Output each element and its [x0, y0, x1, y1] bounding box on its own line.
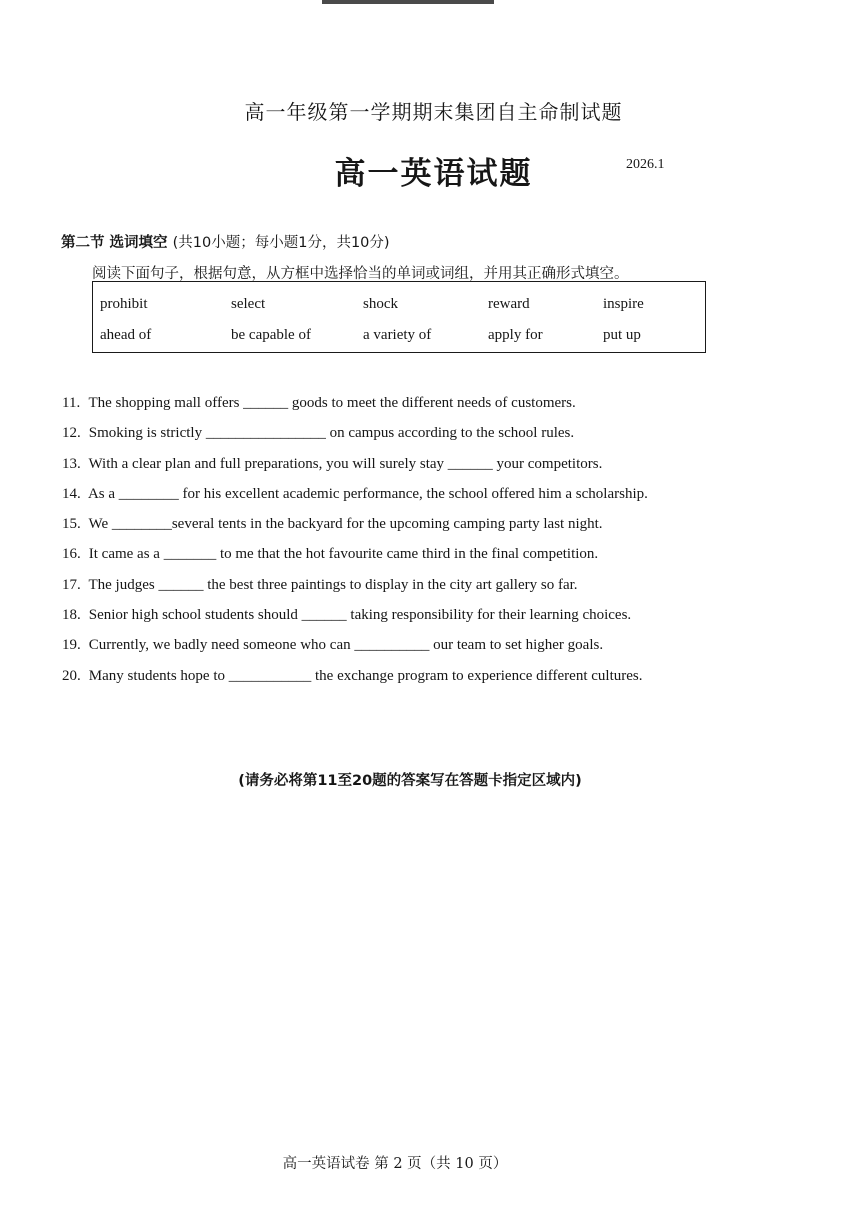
- question-number: 19.: [62, 637, 81, 654]
- word-option: apply for: [488, 327, 543, 343]
- question-number: 14.: [62, 485, 81, 502]
- word-option: shock: [363, 296, 398, 312]
- exam-title: 高一英语试题: [334, 156, 533, 192]
- question-number: 16.: [62, 546, 81, 563]
- question-text: With a clear plan and full preparations, you will surely stay ______ your competitors.: [88, 455, 603, 472]
- question-text: We ________several tents in the backyard for the upcoming camping party last night.: [88, 516, 603, 533]
- question-item: [62, 423, 762, 453]
- word-option: select: [231, 296, 266, 312]
- page-footer: 高一英语试卷 第 2 页（共 10 页）: [282, 1156, 508, 1172]
- question-text: As a ________ for his excellent academic performance, the school offered him a scholarship.: [87, 485, 648, 502]
- word-option: put up: [603, 327, 641, 343]
- question-number: 20.: [62, 667, 81, 684]
- question-item: [62, 544, 762, 574]
- question-item: [62, 514, 762, 544]
- question-number: 13.: [62, 455, 81, 472]
- question-text: Many students hope to ___________ the exchange program to experience different cultures.: [88, 667, 643, 684]
- section-heading-label: 第二节 选词填空: [61, 235, 168, 251]
- question-item: [62, 484, 762, 514]
- word-bank-box: [92, 281, 706, 353]
- section-heading-detail: (共10小题；每小题1分，共10分): [172, 235, 390, 251]
- exam-date: 2026.1: [626, 157, 665, 172]
- question-text: It came as a _______ to me that the hot favourite came third in the final competition.: [88, 546, 599, 563]
- word-option: reward: [488, 296, 530, 312]
- question-item: [62, 454, 762, 484]
- question-number: 17.: [62, 576, 81, 593]
- scan-edge-mark: [322, 0, 494, 4]
- question-text: Smoking is strictly ________________ on campus according to the school rules.: [88, 425, 575, 442]
- question-item: [62, 393, 762, 423]
- question-number: 18.: [62, 607, 81, 624]
- section-heading: [61, 231, 390, 252]
- word-option: inspire: [603, 296, 644, 312]
- question-text: Senior high school students should ______ taking responsibility for their learning choices.: [88, 607, 632, 624]
- question-item: [62, 575, 762, 605]
- word-option: ahead of: [100, 327, 152, 343]
- exam-subtitle: 高一年级第一学期期末集团自主命制试题: [244, 100, 623, 124]
- question-number: 12.: [62, 425, 81, 442]
- question-number: 15.: [62, 516, 81, 533]
- question-text: The judges ______ the best three paintings to display in the city art gallery so far.: [88, 576, 578, 593]
- question-text: Currently, we badly need someone who can __________ our team to set higher goals.: [88, 637, 604, 654]
- question-item: [62, 666, 762, 696]
- question-text: The shopping mall offers ______ goods to meet the different needs of customers.: [88, 395, 576, 411]
- question-item: [62, 635, 762, 665]
- question-number: 11.: [62, 395, 81, 411]
- word-option: a variety of: [363, 327, 432, 343]
- word-option: prohibit: [100, 296, 148, 312]
- answer-sheet-note: (请务必将第11至20题的答案写在答题卡指定区域内): [238, 773, 582, 789]
- question-list: [62, 393, 762, 696]
- word-option: be capable of: [231, 327, 311, 343]
- question-item: [62, 605, 762, 635]
- section-instruction: 阅读下面句子，根据句意，从方框中选择恰当的单词或词组，并用其正确形式填空。: [92, 266, 629, 282]
